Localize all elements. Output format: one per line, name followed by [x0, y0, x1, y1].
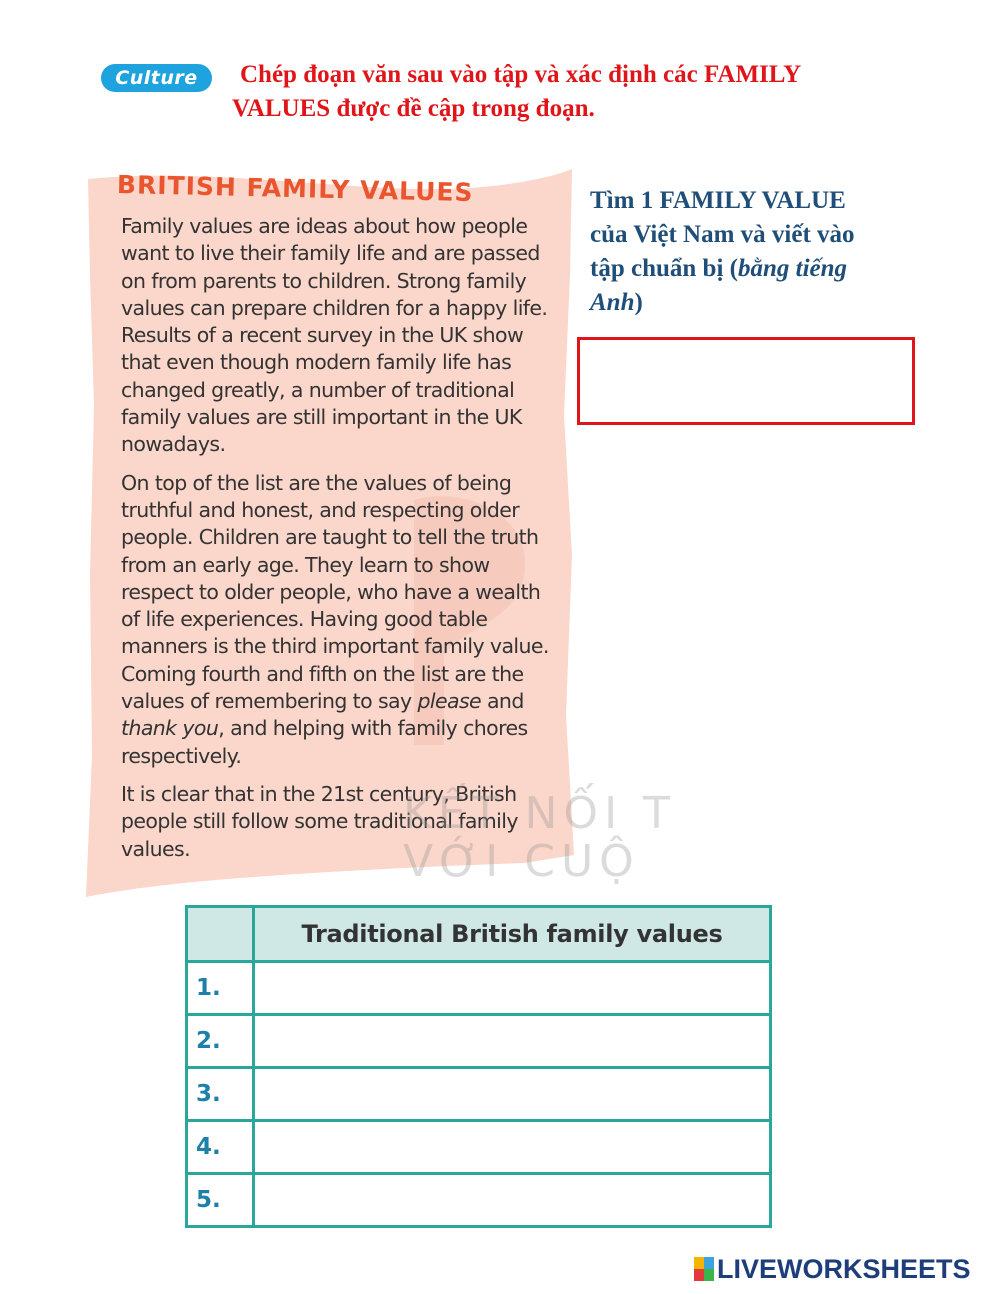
passage-line: people. Children are taught to tell the truth	[121, 525, 539, 550]
task-text: )	[634, 289, 643, 316]
passage-line: respect to older people, who have a wealth	[121, 579, 541, 604]
vietnam-family-value-answer-box[interactable]	[577, 337, 915, 425]
row-number: 5.	[187, 1174, 254, 1227]
passage-line: nowadays.	[121, 432, 226, 457]
passage-line: On top of the list are the values of being	[121, 470, 512, 495]
task-line-2: của Việt Nam và viết vào	[590, 221, 855, 248]
task-text: tập chuẩn bị (	[590, 255, 738, 282]
passage-line: respectively.	[121, 743, 242, 768]
passage-line: values.	[121, 836, 190, 861]
culture-badge: Culture	[101, 64, 212, 92]
paragraph-2	[121, 470, 566, 770]
table-row	[187, 1174, 771, 1227]
passage-line: manners is the third important family value.	[121, 634, 549, 659]
table-row	[187, 1015, 771, 1068]
passage-line: Results of a recent survey in the UK show	[121, 323, 524, 348]
passage-line: of life experiences. Having good table	[121, 607, 488, 632]
passage-line: from an early age. They learn to show	[121, 552, 490, 577]
passage-body	[121, 213, 566, 874]
passage-line: family values are still important in the UK	[121, 405, 522, 430]
passage-line: Coming fourth and fifth on the list are the	[121, 661, 524, 686]
paragraph-1	[121, 213, 566, 459]
passage-line: values can prepare children for a happy life.	[121, 295, 548, 320]
passage-line: on from parents to children. Strong family	[121, 268, 527, 293]
passage-line: It is clear that in the 21st century, British	[121, 781, 517, 806]
row-number: 2.	[187, 1015, 254, 1068]
logo-square-icon	[704, 1257, 714, 1269]
table-header: Traditional British family values	[254, 907, 771, 962]
answer-cell-5[interactable]	[254, 1174, 771, 1227]
answer-cell-2[interactable]	[254, 1015, 771, 1068]
row-number: 1.	[187, 962, 254, 1015]
family-values-table	[185, 905, 772, 1228]
passage-line: changed greatly, a number of traditional	[121, 377, 515, 402]
italic-thank-you: thank you	[121, 716, 219, 741]
liveworksheets-logo[interactable]	[694, 1254, 971, 1284]
task-italic: bằng tiếng	[737, 255, 848, 282]
answer-cell-4[interactable]	[254, 1121, 771, 1174]
italic-please: please	[417, 689, 482, 714]
task-italic: Anh	[590, 289, 635, 316]
logo-square-icon	[704, 1269, 714, 1281]
table-corner-cell	[187, 907, 254, 962]
passage-line	[121, 688, 566, 715]
answer-cell-1[interactable]	[254, 962, 771, 1015]
logo-square-icon	[694, 1257, 704, 1269]
paragraph-3	[121, 781, 566, 863]
row-number: 4.	[187, 1121, 254, 1174]
table-row	[187, 1068, 771, 1121]
liveworksheets-logo-icon	[694, 1257, 714, 1281]
row-number: 3.	[187, 1068, 254, 1121]
passage-text: , and helping with family chores	[218, 716, 528, 741]
passage-line: truthful and honest, and respecting older	[121, 497, 520, 522]
table-row	[187, 1121, 771, 1174]
task-instruction	[590, 184, 900, 320]
liveworksheets-brand-text: LIVEWORKSHEETS	[717, 1253, 971, 1284]
passage-line: Family values are ideas about how people	[121, 214, 528, 238]
passage-line: people still follow some traditional family	[121, 809, 518, 834]
instruction-line-2: VALUES được đề cập trong đoạn.	[232, 95, 595, 122]
watermark-line-1: KẾT NỐI T	[403, 788, 676, 839]
instruction-line-1: Chép đoạn văn sau vào tập và xác định các FAMILY	[240, 61, 802, 88]
task-line-4	[590, 286, 900, 320]
passage-text: values of remembering to say	[121, 689, 418, 714]
watermark-line-2: VỚI CUỘ	[403, 836, 640, 887]
passage-line: want to live their family life and are passed	[121, 241, 540, 266]
answer-cell-3[interactable]	[254, 1068, 771, 1121]
task-line-1: Tìm 1 FAMILY VALUE	[590, 187, 846, 214]
passage-text: and	[481, 689, 524, 714]
passage-line: that even though modern family life has	[121, 350, 512, 375]
logo-square-icon	[694, 1269, 704, 1281]
table-row	[187, 962, 771, 1015]
table-header-row	[187, 907, 771, 962]
task-line-3	[590, 252, 900, 286]
instruction-text	[232, 58, 892, 126]
passage-line	[121, 715, 566, 742]
passage-title: BRITISH FAMILY VALUES	[116, 170, 474, 208]
